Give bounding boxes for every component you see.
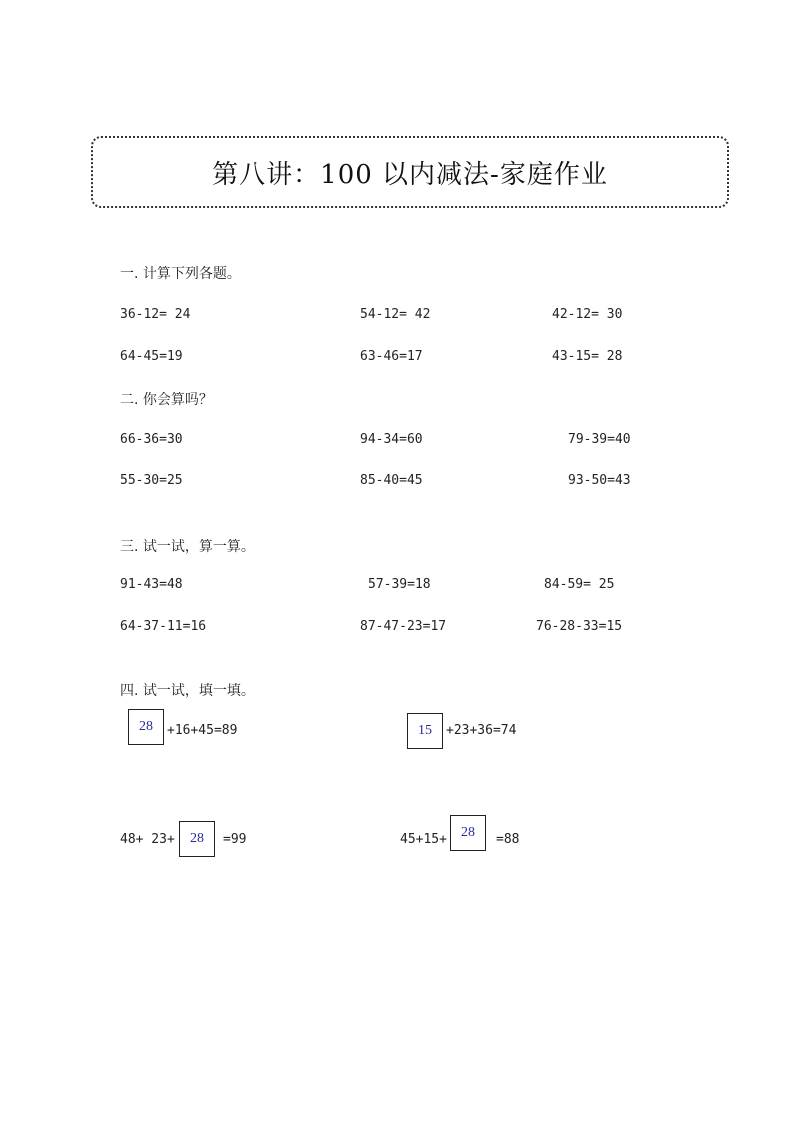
section-2-heading: 二. 你会算吗？ <box>120 392 213 408</box>
section-1-heading: 一. 计算下列各题。 <box>120 266 241 282</box>
answer-box: 15 <box>407 713 443 749</box>
equation: 87-47-23=17 <box>360 619 447 634</box>
equation: 64-37-11=16 <box>120 619 207 634</box>
equation: 57-39=18 <box>368 577 431 592</box>
answer-box: 28 <box>128 709 164 745</box>
equation: 76-28-33=15 <box>536 619 623 634</box>
title-box <box>91 136 729 208</box>
answer-box: 28 <box>450 815 486 851</box>
equation-head: 45+15+ <box>400 832 447 847</box>
section-4-heading: 四. 试一试，填一填。 <box>120 683 255 699</box>
answer-box: 28 <box>179 821 215 857</box>
equation: 94-34=60 <box>360 432 423 447</box>
equation: 93-50=43 <box>568 473 631 488</box>
equation: 91-43=48 <box>120 577 183 592</box>
equation: 42-12= 30 <box>552 307 623 322</box>
equation: 66-36=30 <box>120 432 183 447</box>
equation: 85-40=45 <box>360 473 423 488</box>
equation: 63-46=17 <box>360 349 423 364</box>
equation: 55-30=25 <box>120 473 183 488</box>
equation-tail: =99 <box>223 832 247 847</box>
equation: 43-15= 28 <box>552 349 623 364</box>
equation: 79-39=40 <box>568 432 631 447</box>
equation: 64-45=19 <box>120 349 183 364</box>
equation: 36-12= 24 <box>120 307 191 322</box>
section-3-heading: 三. 试一试，算一算。 <box>120 539 255 555</box>
equation-tail: +16+45=89 <box>167 723 238 738</box>
equation-head: 48+ 23+ <box>120 832 175 847</box>
equation: 54-12= 42 <box>360 307 431 322</box>
equation-tail: +23+36=74 <box>446 723 517 738</box>
page-title: 第八讲：100 以内减法-家庭作业 <box>212 159 608 190</box>
equation: 84-59= 25 <box>544 577 615 592</box>
equation-tail: =88 <box>496 832 520 847</box>
